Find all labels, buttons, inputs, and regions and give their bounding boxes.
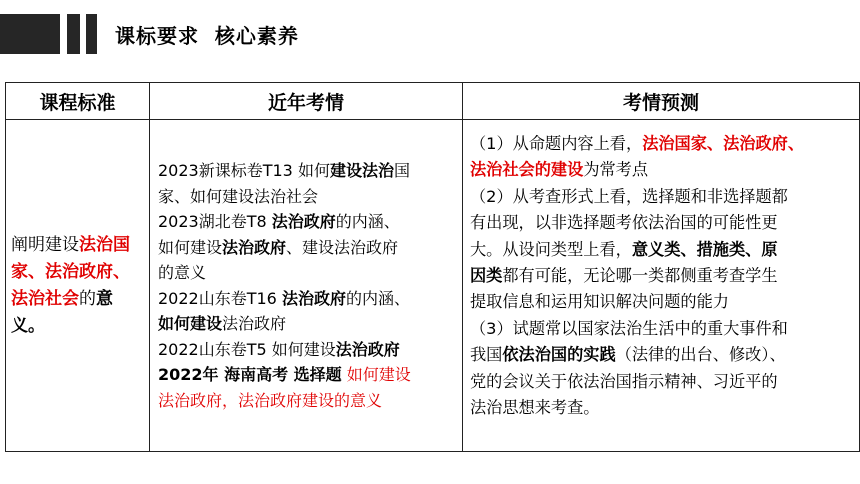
exam-line [158, 362, 456, 388]
prediction-line [470, 237, 855, 263]
exam-text: 2023湖北卷T8 [158, 212, 272, 231]
exam-emphasis: 如何建设 [158, 314, 223, 333]
prediction-line: 有出现，以非选择题考依法治国的可能性更 [470, 213, 778, 233]
exam-line [158, 158, 456, 184]
exam-emphasis: 法治政府 [222, 237, 287, 257]
prediction-line [470, 342, 855, 368]
exam-emphasis: 法治政府 [271, 212, 336, 231]
prediction-highlight: 法治社会的建设 [470, 160, 584, 180]
prediction-line: 提取信息和运用知识解决问题的能力 [470, 292, 729, 312]
standard-text: 阐明建设 [11, 234, 79, 255]
exam-line: 法治政府，法治政府建设的意义 [158, 390, 383, 410]
exam-emphasis: 建设法治 [329, 161, 394, 180]
exam-emphasis: 法治政府 [335, 339, 400, 359]
exam-highlight: 如何建设 [341, 365, 411, 384]
prediction-line [470, 157, 855, 183]
exam-text: 的内涵、 [335, 212, 400, 231]
prediction-highlight: 法治国家、法治政府、 [642, 134, 805, 153]
prediction-line [470, 131, 855, 157]
exam-line: 家、如何建设法治社会 [158, 186, 319, 206]
standard-text-2: 的 [79, 288, 96, 309]
table-row [6, 120, 860, 452]
exam-line [158, 209, 456, 235]
exam-text: 如何建设 [158, 237, 223, 257]
prediction-line: 法治思想来考查。 [470, 398, 600, 418]
exam-line [158, 286, 456, 312]
standard-highlight: 法治国家、法治政府、法治社会 [11, 234, 130, 309]
exam-line: 的意义 [158, 263, 207, 282]
exams-cell [150, 120, 463, 452]
prediction-line: （2）从考查形式上看，选择题和非选择题都 [470, 186, 788, 206]
exam-line [158, 311, 456, 337]
header-block-bar-1 [67, 14, 80, 54]
header-block-large [0, 14, 60, 54]
standard-emphasis: 意义。 [11, 288, 113, 336]
prediction-text: （法律的出台、修改）、 [615, 345, 786, 365]
prediction-line: （3）试题常以国家法治生活中的重大事件和 [470, 318, 788, 338]
standard-cell [6, 120, 150, 452]
prediction-text: （1）从命题内容上看， [470, 134, 643, 153]
exam-emphasis: 法治政府 [281, 288, 346, 308]
header-block-bar-2 [86, 14, 97, 54]
table-header-row [6, 83, 860, 120]
exam-text: 2022山东卷T16 [158, 288, 282, 308]
exam-text: 2023新课标卷T13 如何 [158, 161, 330, 180]
prediction-line [470, 263, 855, 289]
prediction-text: 我国 [470, 345, 503, 365]
exam-text: 法治政府 [222, 314, 287, 333]
column-header-prediction: 考情预测 [463, 83, 860, 120]
page-title: 课标要求 核心素养 [115, 24, 299, 48]
exam-line [158, 235, 456, 261]
prediction-content [470, 120, 855, 421]
prediction-line: 党的会议关于依法治国指示精神、习近平的 [470, 371, 778, 391]
exam-emphasis: 2022年 海南高考 选择题 [158, 365, 342, 384]
exam-analysis-table [5, 82, 860, 452]
column-header-exams: 近年考情 [150, 83, 463, 120]
header-bar [0, 0, 860, 68]
exam-text: 的内涵、 [345, 288, 410, 308]
prediction-text: 都有可能，无论哪一类都侧重考查学生 [502, 266, 778, 286]
exam-text: 国 [393, 161, 410, 180]
prediction-emphasis: 因类 [470, 266, 503, 286]
prediction-emphasis: 依法治国的实践 [502, 345, 616, 365]
column-header-standard: 课程标准 [6, 83, 150, 120]
prediction-text: 大。从设问类型上看， [470, 239, 632, 259]
prediction-text: 为常考点 [583, 160, 649, 180]
exam-text: 2022山东卷T5 如何建设 [158, 339, 336, 359]
prediction-emphasis: 意义类、措施类、原 [631, 239, 778, 259]
exam-line [158, 337, 456, 363]
prediction-cell [463, 120, 860, 452]
exam-text: 、建设法治政府 [286, 237, 399, 257]
